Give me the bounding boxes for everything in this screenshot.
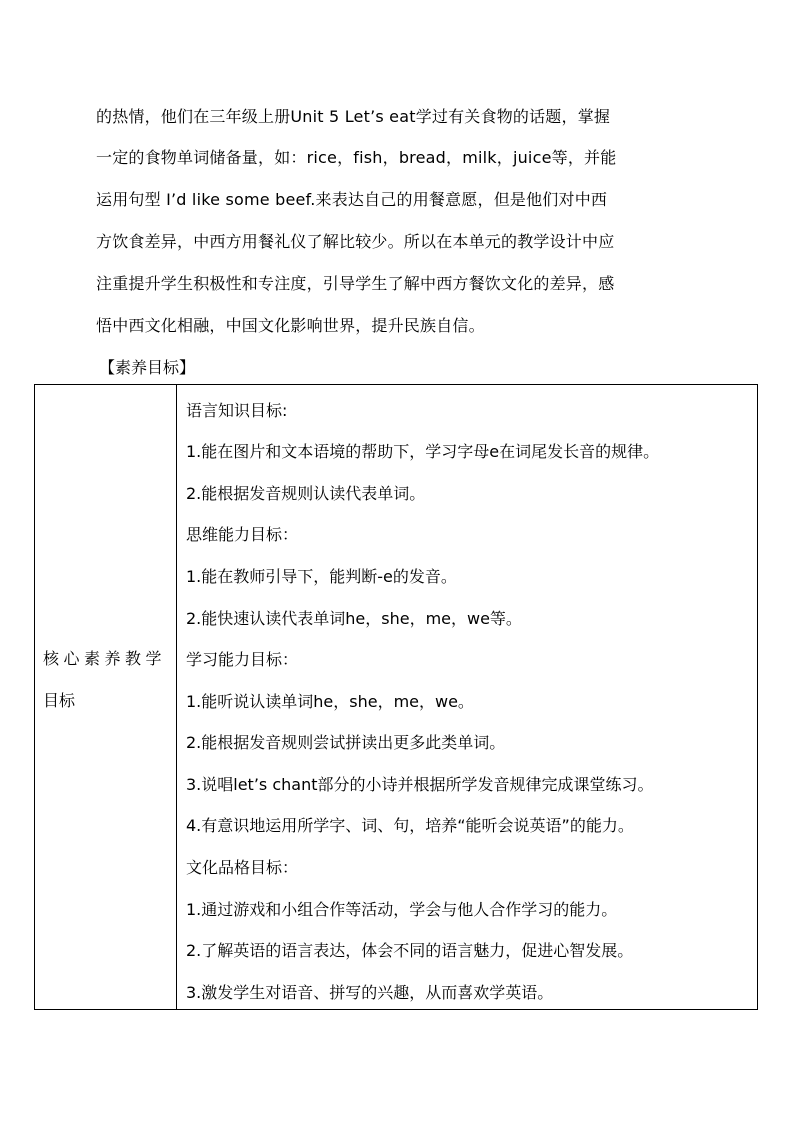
goal-line-6: 2.能快速认读代表单词he，she，me，we等。 xyxy=(186,609,522,628)
intro-line-5: 注重提升学生积极性和专注度，引导学生了解中西方餐饮文化的差异，感 xyxy=(96,274,615,293)
goal-line-12: 文化品格目标： xyxy=(186,858,299,877)
goal-line-1: 语言知识目标: xyxy=(186,401,288,420)
intro-line-6: 悟中西文化相融，中国文化影响世界，提升民族自信。 xyxy=(96,316,485,335)
goal-line-8: 1.能听说认读单词he，she，me，we。 xyxy=(186,692,474,711)
row-label-line-2: 目标 xyxy=(43,691,76,710)
goal-line-3: 2.能根据发音规则认读代表单词。 xyxy=(186,484,426,503)
intro-line-4: 方饮食差异，中西方用餐礼仪了解比较少。所以在本单元的教学设计中应 xyxy=(96,232,615,251)
goal-line-5: 1.能在教师引导下，能判断-e的发音。 xyxy=(186,567,457,586)
goal-line-14: 2.了解英语的语言表达，体会不同的语言魅力，促进心智发展。 xyxy=(186,941,634,960)
goal-line-13: 1.通过游戏和小组合作等活动，学会与他人合作学习的能力。 xyxy=(186,900,618,919)
intro-line-3: 运用句型 I’d like some beef.来表达自己的用餐意愿，但是他们对中西 xyxy=(96,190,608,209)
goal-line-2: 1.能在图片和文本语境的帮助下，学习字母e在词尾发长音的规律。 xyxy=(186,442,660,461)
goals-table xyxy=(34,384,758,1010)
goal-line-11: 4.有意识地运用所学字、词、句，培养“能听会说英语”的能力。 xyxy=(186,816,634,835)
row-label-line-1: 核心素养教学 xyxy=(43,649,167,668)
intro-line-2: 一定的食物单词储备量，如：rice，fish，bread，milk，juice等，并能 xyxy=(96,148,617,167)
intro-line-1: 的热情，他们在三年级上册Unit 5 Let’s eat学过有关食物的话题，掌握 xyxy=(96,107,611,126)
section-heading: 【素养目标】 xyxy=(99,358,196,377)
goal-line-10: 3.说唱let’s chant部分的小诗并根据所学发音规律完成课堂练习。 xyxy=(186,775,654,794)
table-column-divider xyxy=(176,385,177,1009)
goal-line-15: 3.激发学生对语音、拼写的兴趣，从而喜欢学英语。 xyxy=(186,983,554,1002)
goal-line-4: 思维能力目标： xyxy=(186,525,299,544)
goal-line-9: 2.能根据发音规则尝试拼读出更多此类单词。 xyxy=(186,733,506,752)
goal-line-7: 学习能力目标： xyxy=(186,650,299,669)
